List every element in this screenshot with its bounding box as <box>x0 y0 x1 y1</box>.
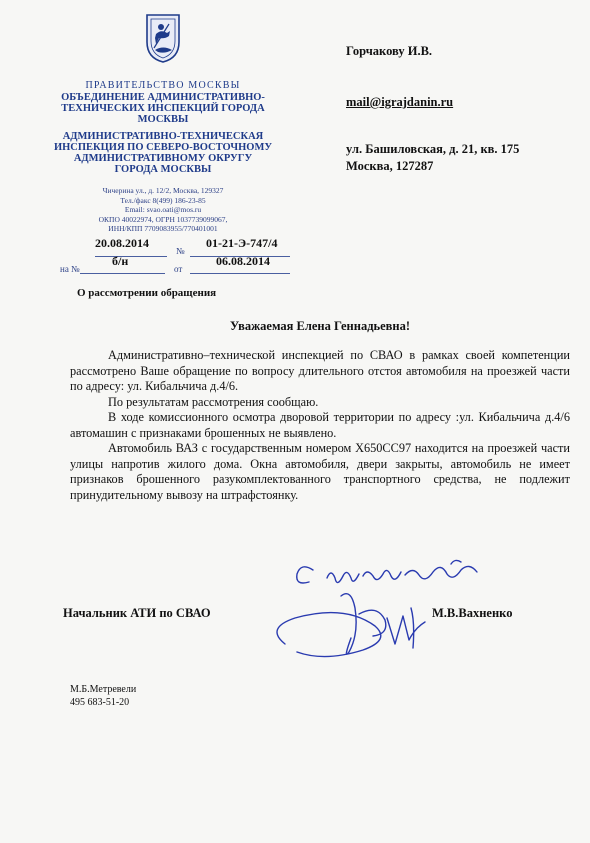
letter-subject: О рассмотрении обращения <box>77 287 217 299</box>
recipient-email-link[interactable]: mail@igrajdanin.ru <box>346 95 454 109</box>
registration-number-symbol: № <box>176 246 185 256</box>
signatory-position: Начальник АТИ по СВАО <box>63 606 211 620</box>
signatory-name: М.В.Вахненко <box>432 606 513 620</box>
executor-phone: 495 683-51-20 <box>70 697 130 708</box>
letterhead-contacts: Чичерина ул., д. 12/2, Москва, 129327 Тел./факс 8(499) 186-23-85 Email: svao.oati@mos.ru ОКПО 40022974, ОГРН 1037739099067, ИНН/КПП 7709083955/770401001 <box>98 186 228 233</box>
body-paragraph: Автомобиль ВАЗ с государственным номером Х650СС97 находится на проезжей части улицы напротив жилого дома. Окна автомобиля, двери закрыты, автомобиль не имеет признаков брошенного разукомплектованного транспортного средства, не подлежит принудительному вывозу на штрафстоянку. <box>70 441 570 502</box>
executor-info <box>70 683 136 709</box>
body-paragraph: В ходе комиссионного осмотра дворовой территории по адресу :ул. Кибальчича д.4/6 автомашин с признаками брошенных не выявлено. <box>70 410 570 440</box>
reference-from-label: от <box>174 264 183 274</box>
body-paragraph: Административно–технической инспекцией по СВАО в рамках своей компетенции рассмотрено Ваше обращение по вопросу длительного отстоя автомобиля на проезжей части по адресу: ул. Кибальчича д.4/6. <box>70 348 570 393</box>
reference-prefix: на № <box>60 264 80 274</box>
body-paragraph: По результатам рассмотрения сообщаю. <box>108 394 319 409</box>
greeting: Уважаемая Елена Геннадьевна! <box>229 319 411 333</box>
letter-body <box>70 348 570 503</box>
branch-name: АДМИНИСТРАТИВНО-ТЕХНИЧЕСКАЯ ИНСПЕКЦИЯ ПО СЕВЕРО-ВОСТОЧНОМУ АДМИНИСТРАТИВНОМУ ОКРУГУ ГОРОДА МОСКВЫ <box>53 131 273 175</box>
reference-date-underline <box>190 273 290 274</box>
reference-number: б/н <box>112 254 129 268</box>
organization-name: ОБЪЕДИНЕНИЕ АДМИНИСТРАТИВНО- ТЕХНИЧЕСКИХ ИНСПЕКЦИЙ ГОРОДА МОСКВЫ <box>61 92 265 125</box>
registration-number: 01-21-Э-747/4 <box>206 236 278 250</box>
registration-date: 20.08.2014 <box>95 236 149 250</box>
recipient-address-city: Москва, 127287 <box>346 159 434 173</box>
executor-name: М.Б.Метревели <box>70 684 137 695</box>
moscow-coat-of-arms-icon <box>145 12 181 64</box>
reference-date: 06.08.2014 <box>216 254 270 268</box>
government-name: ПРАВИТЕЛЬСТВО МОСКВЫ <box>85 80 241 91</box>
reference-number-underline <box>80 273 165 274</box>
recipient-name: Горчакову И.В. <box>346 44 433 58</box>
date-underline <box>95 256 167 257</box>
recipient-address-street: ул. Башиловская, д. 21, кв. 175 <box>346 142 520 156</box>
